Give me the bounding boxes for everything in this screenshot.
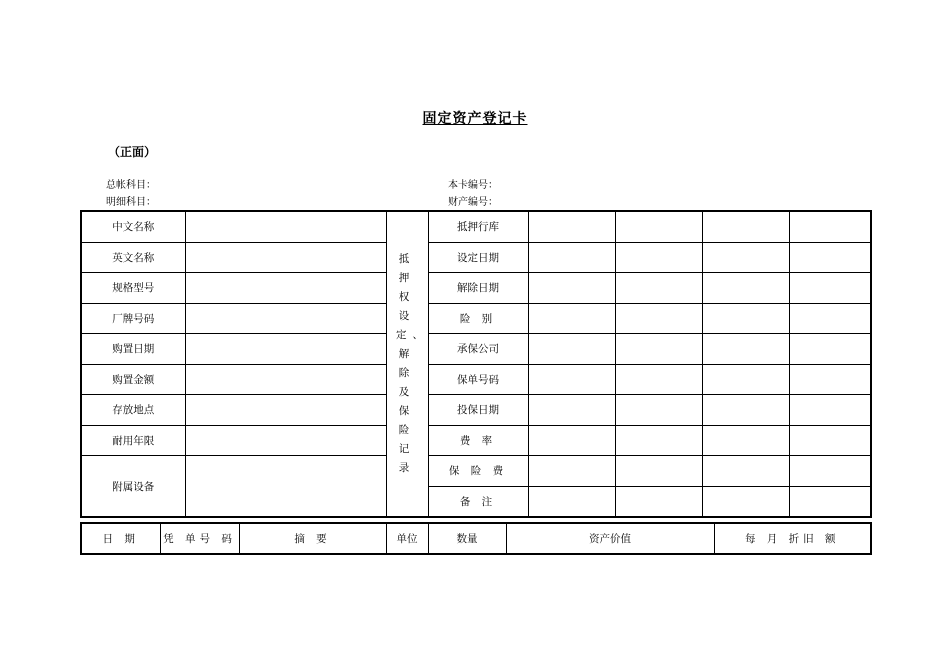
field-value[interactable] [789,425,871,456]
field-label: 耐用年限 [81,425,185,456]
field-value[interactable] [528,395,615,426]
field-value[interactable] [528,486,615,517]
field-value[interactable] [702,303,789,334]
field-value[interactable] [702,425,789,456]
field-value[interactable] [615,273,702,304]
field-label: 保 险 费 [428,456,528,487]
card-number-label: 本卡编号： [448,180,498,191]
field-value[interactable] [185,242,386,273]
field-label: 购置金额 [81,364,185,395]
mortgage-section-label [386,211,428,517]
field-value[interactable] [789,364,871,395]
column-header-monthly-depreciation: 每 月 折旧 额 [714,523,871,554]
field-value[interactable] [789,486,871,517]
side-label: （正面） [108,145,157,159]
page-title: 固定资产登记卡 [422,111,528,127]
table-row [81,456,871,487]
table-row [81,425,871,456]
field-value[interactable] [615,303,702,334]
field-value[interactable] [185,273,386,304]
field-value[interactable] [789,334,871,365]
field-value[interactable] [185,303,386,334]
table-row [81,242,871,273]
field-label: 附属设备 [81,456,185,518]
field-value[interactable] [528,211,615,242]
field-value[interactable] [702,395,789,426]
table-row [81,523,871,554]
field-value[interactable] [702,211,789,242]
field-value[interactable] [615,486,702,517]
field-label: 厂牌号码 [81,303,185,334]
field-label: 投保日期 [428,395,528,426]
field-value[interactable] [615,334,702,365]
field-value[interactable] [615,395,702,426]
table-row [81,334,871,365]
field-value[interactable] [615,242,702,273]
field-label: 抵押行库 [428,211,528,242]
column-header-unit: 单位 [386,523,428,554]
field-value[interactable] [185,211,386,242]
field-value[interactable] [528,273,615,304]
field-value[interactable] [789,211,871,242]
field-label: 承保公司 [428,334,528,365]
field-value[interactable] [789,395,871,426]
asset-card-table [80,210,872,518]
mortgage-label-text: 抵押权设定、解除及保险记录 [396,253,429,474]
field-value[interactable] [615,425,702,456]
field-label: 解除日期 [428,273,528,304]
column-header-voucher-no: 凭 单号 码 [160,523,239,554]
field-value[interactable] [789,273,871,304]
field-label: 规格型号 [81,273,185,304]
field-value[interactable] [702,486,789,517]
field-label: 险 别 [428,303,528,334]
table-row [81,395,871,426]
field-value[interactable] [528,242,615,273]
field-value[interactable] [615,364,702,395]
field-label: 英文名称 [81,242,185,273]
general-account-label: 总帐科目： [106,180,156,191]
field-value[interactable] [528,303,615,334]
field-value[interactable] [185,364,386,395]
column-header-asset-value: 资产价值 [506,523,714,554]
table-row [81,211,871,242]
field-label: 费 率 [428,425,528,456]
field-value[interactable] [702,273,789,304]
column-header-summary: 摘 要 [239,523,386,554]
field-value[interactable] [789,303,871,334]
table-row [81,364,871,395]
field-label: 保单号码 [428,364,528,395]
field-value[interactable] [528,364,615,395]
table-row [81,303,871,334]
field-value[interactable] [615,211,702,242]
table-row [81,273,871,304]
field-value[interactable] [528,334,615,365]
field-label: 设定日期 [428,242,528,273]
field-value[interactable] [615,456,702,487]
field-value[interactable] [528,425,615,456]
column-header-date: 日 期 [81,523,160,554]
property-number-label: 财产编号： [448,197,498,208]
field-value[interactable] [185,425,386,456]
detail-account-label: 明细科目： [106,197,156,208]
field-label: 存放地点 [81,395,185,426]
field-value[interactable] [789,242,871,273]
field-value[interactable] [185,395,386,426]
field-value[interactable] [528,456,615,487]
ledger-header-table [80,522,872,555]
field-value[interactable] [702,242,789,273]
field-value[interactable] [702,334,789,365]
field-label: 购置日期 [81,334,185,365]
field-value[interactable] [185,334,386,365]
field-value[interactable] [789,456,871,487]
field-value[interactable] [702,456,789,487]
column-header-quantity: 数量 [428,523,506,554]
field-value[interactable] [185,456,386,518]
field-label: 中文名称 [81,211,185,242]
field-label: 备 注 [428,486,528,517]
field-value[interactable] [702,364,789,395]
